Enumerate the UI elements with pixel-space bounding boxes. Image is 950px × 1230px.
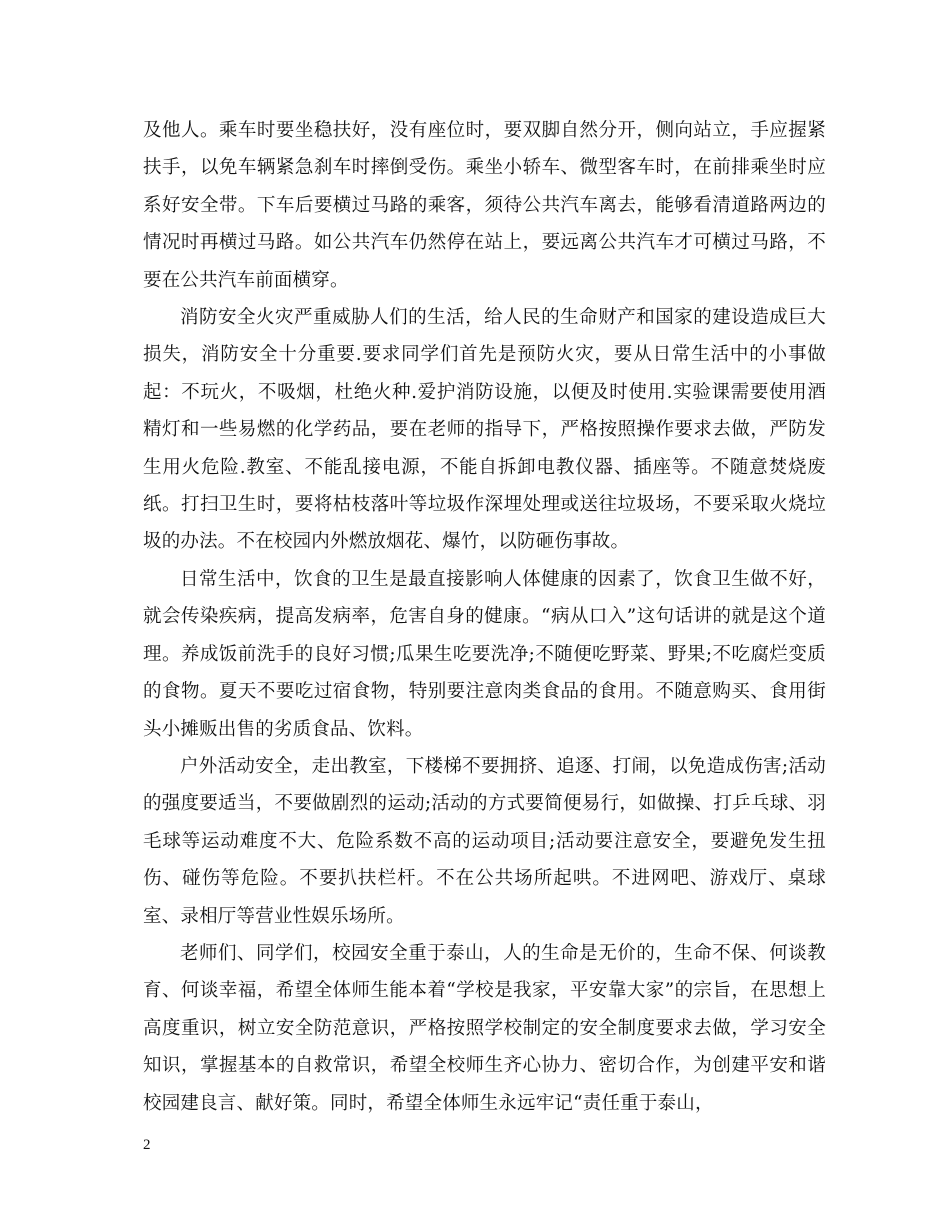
paragraph-closing-appeal: 老师们、同学们，校园安全重于泰山，人的生命是无价的，生命不保、何谈教育、何谈幸福，希望全体师生能本着“学校是我家，平安靠大家”的宗旨，在思想上高度重识，树立安全防范意识，严格按照学校制定的安全制度要求去做，学习安全知识，掌握基本的自救常识，希望全校师生齐心协力、密切合作，为创建平安和谐校园建良言、献好策。同时，希望全体师生永远牢记“责任重于泰山，: [143, 942, 826, 1114]
paragraph-fire-safety: 消防安全火灾严重威胁人们的生活，给人民的生命财产和国家的建设造成巨大损失，消防安全十分重要.要求同学们首先是预防火灾，要从日常生活中的小事做起：不玩火，不吸烟，杜绝火种.爱护消防设施，以便及时使用.实验课需要使用酒精灯和一些易燃的化学药品，要在老师的指导下，严格按照操作要求去做，严防发生用火危险.教室、不能乱接电源，不能自拆卸电教仪器、插座等。不随意焚烧废纸。打扫卫生时，要将枯枝落叶等垃圾作深埋处理或送往垃圾场，不要采取火烧垃圾的办法。不在校园内外燃放烟花、爆竹，以防砸伤事故。: [143, 307, 826, 553]
paragraph-continuation: 及他人。乘车时要坐稳扶好，没有座位时，要双脚自然分开，侧向站立，手应握紧扶手，以免车辆紧急刹车时摔倒受伤。乘坐小轿车、微型客车时，在前排乘坐时应系好安全带。下车后要横过马路的乘客，须待公共汽车离去，能够看清道路两边的情况时再横过马路。如公共汽车仍然停在站上，要远离公共汽车才可横过马路，不要在公共汽车前面横穿。: [143, 120, 826, 291]
paragraph-outdoor-activity: 户外活动安全，走出教室，下楼梯不要拥挤、追逐、打闹，以免造成伤害;活动的强度要适当，不要做剧烈的运动;活动的方式要简便易行，如做操、打乒乓球、羽毛球等运动难度不大、危险系数不高的运动项目;活动要注意安全，要避免发生扭伤、碰伤等危险。不要扒扶栏杆。不在公共场所起哄。不进网吧、游戏厅、桌球室、录相厅等营业性娱乐场所。: [143, 755, 826, 927]
document-body: [143, 112, 826, 1122]
page-number: 2: [143, 1137, 151, 1153]
paragraph-food-hygiene: 日常生活中，饮食的卫生是最直接影响人体健康的因素了，饮食卫生做不好，就会传染疾病，提高发病率，危害自身的健康。“病从口入”这句话讲的就是这个道理。养成饭前洗手的良好习惯;瓜果生吃要洗净;不随便吃野菜、野果;不吃腐烂变质的食物。夏天不要吃过宿食物，特别要注意肉类食品的食用。不随意购买、食用街头小摊贩出售的劣质食品、饮料。: [143, 568, 826, 740]
